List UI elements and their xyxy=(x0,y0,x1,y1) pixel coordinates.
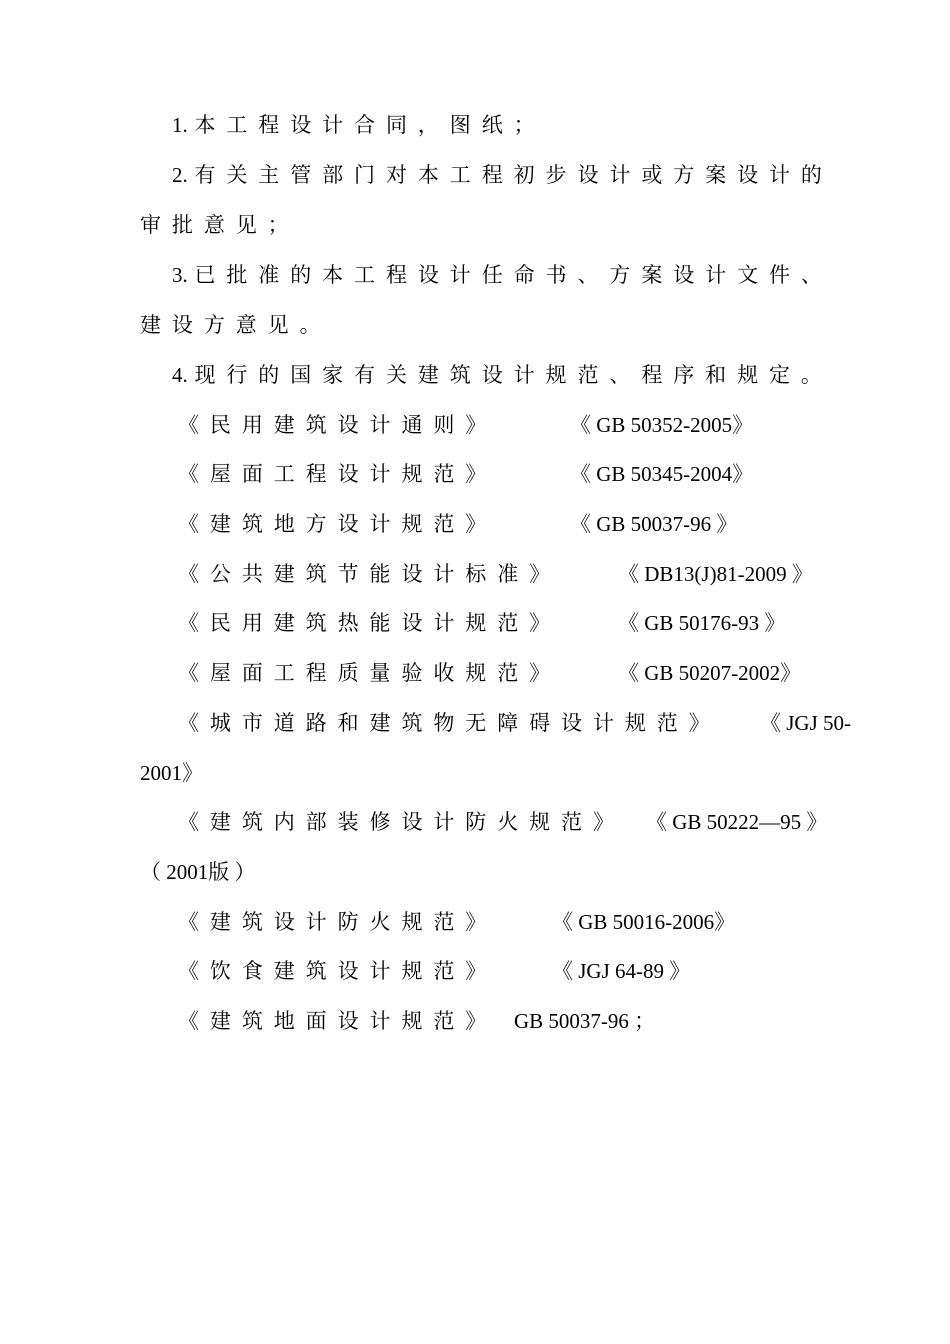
standard-code: 《 GB 50222—95 》 xyxy=(646,810,828,834)
standard-code: 《 GB 50016-2006》 xyxy=(552,910,736,934)
standard-code: 《 GB 50352-2005》 xyxy=(570,413,754,437)
standard-name: 《建筑内部装修设计防火规范》 xyxy=(178,810,625,834)
item-text: 已批准的本工程设计任命书、方案设计文件、 xyxy=(194,263,833,287)
standard-name: 《民用建筑热能设计规范》 xyxy=(178,611,562,635)
standard-name: 《建筑地面设计规范》 xyxy=(178,1009,498,1033)
standard-code: 《 GB 50037-96 》 xyxy=(570,512,738,536)
item-number: 2. xyxy=(172,163,188,187)
standard-name: 《屋面工程设计规范》 xyxy=(178,462,498,486)
item-text: 有关主管部门对本工程初步设计或方案设计的 xyxy=(194,163,833,187)
standard-code-continuation: 2001》 xyxy=(140,761,203,785)
standard-code: 《 JGJ 64-89 》 xyxy=(552,959,691,983)
list-item-2 xyxy=(172,160,833,190)
standard-name: 《建筑设计防火规范》 xyxy=(178,910,498,934)
list-item-1 xyxy=(172,110,546,140)
item-number: 1. xyxy=(172,113,188,137)
standard-code-continuation: （ 2001版 ） xyxy=(140,860,256,884)
item-text: 本工程设计合同，图纸； xyxy=(194,113,546,137)
standard-name: 《公共建筑节能设计标准》 xyxy=(178,562,562,586)
list-item-3 xyxy=(172,260,833,290)
standard-name: 《民用建筑设计通则》 xyxy=(178,413,498,437)
item-text: 现行的国家有关建筑设计规范、程序和规定。 xyxy=(194,363,833,387)
item-number: 3. xyxy=(172,263,188,287)
standard-code: GB 50037-96 ； xyxy=(514,1009,656,1033)
list-item-4 xyxy=(172,360,833,390)
list-item-3-continuation: 建设方意见。 xyxy=(140,313,332,337)
standard-code: 《 DB13(J)81-2009 》 xyxy=(618,562,813,586)
standard-name: 《屋面工程质量验收规范》 xyxy=(178,661,562,685)
standard-code: 《 GB 50207-2002》 xyxy=(618,661,802,685)
standard-code: 《 GB 50345-2004》 xyxy=(570,462,754,486)
standard-code: 《 JGJ 50- xyxy=(760,711,852,735)
standard-code: 《 GB 50176-93 》 xyxy=(618,611,786,635)
list-item-2-continuation: 审批意见； xyxy=(140,213,300,237)
standard-name: 《城市道路和建筑物无障碍设计规范》 xyxy=(178,711,721,735)
item-number: 4. xyxy=(172,363,188,387)
standard-name: 《饮食建筑设计规范》 xyxy=(178,959,498,983)
standard-name: 《建筑地方设计规范》 xyxy=(178,512,498,536)
